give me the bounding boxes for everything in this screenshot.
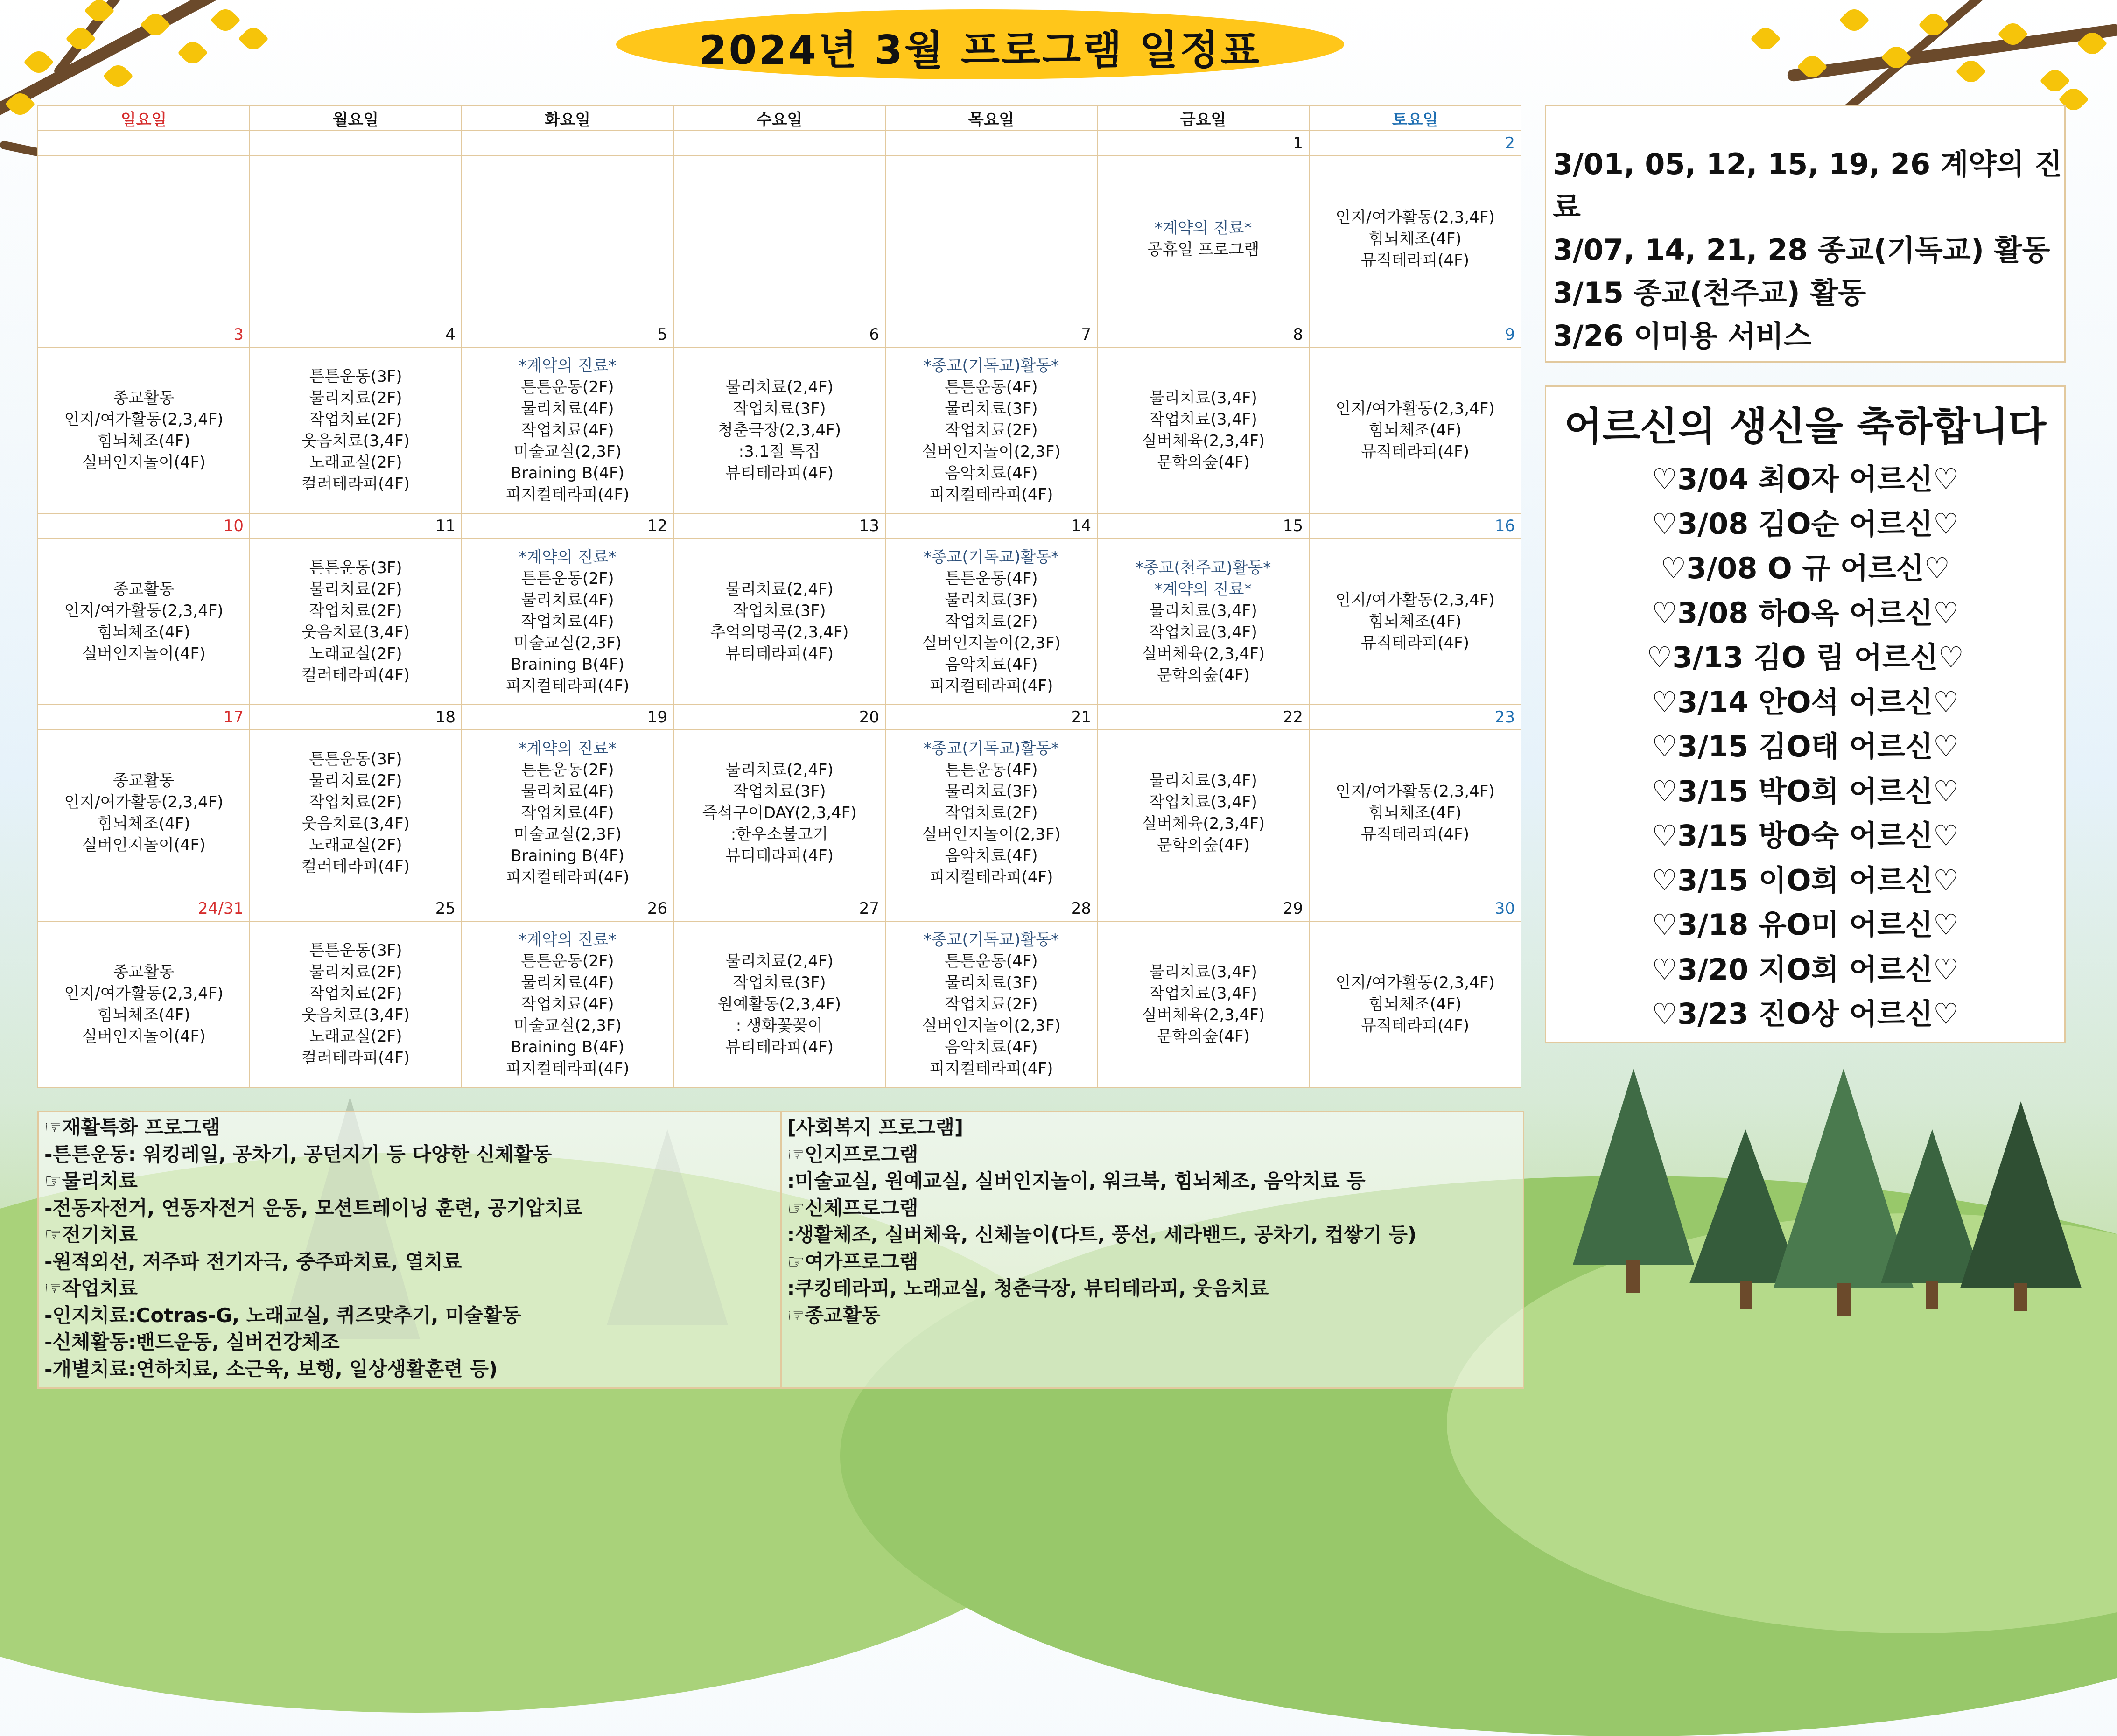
day-cell	[462, 730, 673, 896]
date-number: 22	[1097, 705, 1309, 730]
activity-item: 작업치료(3,4F)	[1149, 984, 1257, 1003]
day-cell	[673, 730, 885, 896]
activity-item: 힘뇌체조(4F)	[1368, 995, 1462, 1014]
activity-item: 미술교실(2,3F)	[513, 634, 622, 652]
activity-item: 실버체육(2,3,4F)	[1142, 814, 1265, 833]
activity-item: 실버인지놀이(2,3F)	[922, 1016, 1061, 1035]
program-line: -인지치료:Cotras-G, 노래교실, 퀴즈맞추기, 미술활동	[44, 1303, 521, 1327]
birthday-box	[1545, 385, 2066, 1043]
activity-item: 작업치료(3F)	[733, 602, 826, 620]
activity-item: 인지/여가활동(2,3,4F)	[1335, 208, 1495, 227]
day-cell	[38, 730, 250, 896]
activity-item: 종교활동	[113, 771, 175, 790]
social-program-column	[780, 1112, 1523, 1387]
activity-item: 인지/여가활동(2,3,4F)	[64, 793, 224, 812]
activity-item: 튼튼운동(2F)	[521, 952, 614, 971]
date-number: 21	[885, 705, 1097, 730]
activity-item: 작업치료(2F)	[945, 995, 1038, 1014]
activity-item: 실버체육(2,3,4F)	[1142, 644, 1265, 663]
program-line: :미술교실, 원예교실, 실버인지놀이, 워크북, 힘뇌체조, 음악치료 등	[787, 1169, 1366, 1192]
weekday-header-row	[38, 105, 1521, 131]
day-cell	[885, 539, 1097, 705]
birthday-item: ♡3/23 진O상 어르신♡	[1651, 997, 1959, 1031]
weekday-header: 금요일	[1097, 105, 1309, 131]
birthday-item: ♡3/08 O 규 어르신♡	[1660, 551, 1950, 585]
date-number: 2	[1309, 131, 1521, 156]
program-line: ☞작업치료	[44, 1277, 138, 1300]
day-cell	[250, 156, 462, 322]
activity-item: 음악치료(4F)	[945, 464, 1038, 483]
highlight-event: *계약의 진료*	[519, 548, 617, 567]
activity-item: 물리치료(3F)	[945, 591, 1038, 609]
activity-item: 힘뇌체조(4F)	[97, 814, 190, 833]
activity-item: 튼튼운동(3F)	[309, 559, 402, 577]
activity-item: 음악치료(4F)	[945, 847, 1038, 865]
day-cell	[1097, 156, 1309, 322]
activity-item: 물리치료(3,4F)	[1149, 389, 1257, 407]
day-cell	[250, 730, 462, 896]
date-number	[250, 131, 462, 156]
activity-item: 실버인지놀이(4F)	[82, 836, 206, 854]
activity-item: 작업치료(2F)	[309, 410, 402, 429]
day-cell	[673, 539, 885, 705]
day-cell	[1309, 539, 1521, 705]
date-number: 25	[250, 896, 462, 921]
program-line: ☞전기치료	[44, 1223, 138, 1246]
activity-item: 종교활동	[113, 389, 175, 407]
program-line: -원적외선, 저주파 전기자극, 중주파치료, 열치료	[44, 1250, 462, 1273]
date-number: 9	[1309, 322, 1521, 347]
activity-row	[38, 347, 1521, 513]
activity-item: 작업치료(4F)	[521, 421, 614, 440]
birthday-item: ♡3/15 방O숙 어르신♡	[1651, 819, 1959, 853]
birthday-item: ♡3/08 김O순 어르신♡	[1651, 506, 1959, 541]
date-number: 11	[250, 513, 462, 539]
activity-item: 실버인지놀이(4F)	[82, 453, 206, 472]
activity-item: 컬러테라피(4F)	[301, 857, 410, 876]
schedule-note: 3/26 이미용 서비스	[1553, 319, 1812, 353]
activity-item: 힘뇌체조(4F)	[97, 1006, 190, 1024]
program-line: :쿠킹테라피, 노래교실, 청춘극장, 뷰티테라피, 웃음치료	[787, 1277, 1269, 1300]
weekday-header: 수요일	[673, 105, 885, 131]
date-number: 30	[1309, 896, 1521, 921]
activity-item: 추억의명곡(2,3,4F)	[710, 623, 849, 642]
activity-item: 뮤직테라피(4F)	[1361, 442, 1469, 461]
activity-item: 튼튼운동(4F)	[945, 569, 1038, 588]
activity-item: 물리치료(2,4F)	[725, 952, 834, 971]
activity-item: 실버인지놀이(2,3F)	[922, 825, 1061, 844]
activity-item: 인지/여가활동(2,3,4F)	[1335, 399, 1495, 418]
activity-item: 피지컬테라피(4F)	[929, 677, 1053, 695]
activity-item: 인지/여가활동(2,3,4F)	[64, 602, 224, 620]
birthday-item: ♡3/20 지O희 어르신♡	[1651, 952, 1959, 987]
activity-item: 물리치료(2,4F)	[725, 580, 834, 599]
date-row	[38, 131, 1521, 156]
activity-item: 문학의숲(4F)	[1157, 836, 1250, 854]
activity-item: 뷰티테라피(4F)	[725, 464, 834, 483]
date-row	[38, 322, 1521, 347]
date-row	[38, 513, 1521, 539]
activity-item: 힘뇌체조(4F)	[97, 432, 190, 450]
day-cell	[1309, 921, 1521, 1087]
activity-item: 인지/여가활동(2,3,4F)	[1335, 973, 1495, 992]
activity-item: 피지컬테라피(4F)	[505, 677, 630, 695]
activity-item: 힘뇌체조(4F)	[1368, 804, 1462, 822]
program-description-box	[37, 1111, 1524, 1389]
activity-item: 작업치료(3F)	[733, 782, 826, 801]
activity-item: 뮤직테라피(4F)	[1361, 1016, 1469, 1035]
day-cell	[462, 347, 673, 513]
highlight-event: *계약의 진료*	[1154, 580, 1252, 599]
activity-item: 컬러테라피(4F)	[301, 475, 410, 493]
activity-item: 실버체육(2,3,4F)	[1142, 432, 1265, 450]
day-cell	[462, 156, 673, 322]
activity-item: Braining B(4F)	[511, 1038, 624, 1057]
activity-item: 미술교실(2,3F)	[513, 825, 622, 844]
activity-item: 튼튼운동(4F)	[945, 761, 1038, 779]
date-number: 15	[1097, 513, 1309, 539]
activity-item: 컬러테라피(4F)	[301, 1049, 410, 1067]
highlight-event: *계약의 진료*	[519, 931, 617, 949]
day-cell	[673, 156, 885, 322]
activity-item: 실버체육(2,3,4F)	[1142, 1006, 1265, 1024]
activity-item: 음악치료(4F)	[945, 655, 1038, 674]
weekday-header: 토요일	[1309, 105, 1521, 131]
date-number: 28	[885, 896, 1097, 921]
day-cell	[1309, 156, 1521, 322]
activity-item: 작업치료(2F)	[309, 602, 402, 620]
activity-item: : 생화꽃꽂이	[736, 1016, 823, 1035]
activity-item: 실버인지놀이(2,3F)	[922, 634, 1061, 652]
activity-item: 노래교실(2F)	[309, 453, 402, 472]
activity-item: 노래교실(2F)	[309, 644, 402, 663]
activity-item: 웃음치료(3,4F)	[301, 1006, 410, 1024]
date-number: 13	[673, 513, 885, 539]
date-number	[462, 131, 673, 156]
schedule-note: 3/07, 14, 21, 28 종교(기독교) 활동	[1553, 233, 2050, 267]
activity-item: 미술교실(2,3F)	[513, 442, 622, 461]
program-line: ☞종교활동	[787, 1303, 881, 1327]
date-number: 4	[250, 322, 462, 347]
day-cell	[885, 156, 1097, 322]
birthday-item: ♡3/04 최O자 어르신♡	[1651, 462, 1959, 496]
activity-item: 노래교실(2F)	[309, 1027, 402, 1046]
activity-item: 물리치료(3F)	[945, 973, 1038, 992]
date-row	[38, 705, 1521, 730]
activity-item: 인지/여가활동(2,3,4F)	[64, 410, 224, 429]
date-number: 5	[462, 322, 673, 347]
day-cell	[38, 921, 250, 1087]
day-cell	[885, 921, 1097, 1087]
day-cell	[38, 156, 250, 322]
activity-item: 힘뇌체조(4F)	[97, 623, 190, 642]
activity-item: :3.1절 특집	[738, 442, 820, 461]
activity-item: 작업치료(4F)	[521, 612, 614, 631]
day-cell	[1097, 730, 1309, 896]
date-number: 12	[462, 513, 673, 539]
birthday-item: ♡3/15 이O희 어르신♡	[1651, 863, 1959, 897]
activity-item: 작업치료(3F)	[733, 399, 826, 418]
activity-item: 뷰티테라피(4F)	[725, 644, 834, 663]
activity-item: 인지/여가활동(2,3,4F)	[1335, 591, 1495, 609]
activity-item: 물리치료(3,4F)	[1149, 771, 1257, 790]
day-cell	[38, 347, 250, 513]
activity-item: 뮤직테라피(4F)	[1361, 634, 1469, 652]
page-title: 2024년 3월 프로그램 일정표	[699, 27, 1262, 74]
highlight-event: *계약의 진료*	[519, 357, 617, 375]
rehab-program-column	[39, 1112, 780, 1387]
weekday-header: 일요일	[38, 105, 250, 131]
day-cell	[1097, 921, 1309, 1087]
program-line: -신체활동:밴드운동, 실버건강체조	[44, 1330, 340, 1353]
date-number: 17	[38, 705, 250, 730]
program-line: :생활체조, 실버체육, 신체놀이(다트, 풍선, 세라밴드, 공차기, 컵쌓기 등)	[787, 1223, 1417, 1246]
activity-item: 튼튼운동(3F)	[309, 941, 402, 960]
highlight-event: *종교(기독교)활동*	[923, 931, 1059, 949]
activity-item: 물리치료(4F)	[521, 399, 614, 418]
program-line: ☞재활특화 프로그램	[44, 1116, 220, 1139]
activity-item: 피지컬테라피(4F)	[505, 1059, 630, 1078]
activity-item: 문학의숲(4F)	[1157, 453, 1250, 472]
activity-item: 작업치료(2F)	[945, 612, 1038, 631]
program-line: ☞여가프로그램	[787, 1250, 918, 1273]
birthday-item: ♡3/15 박O희 어르신♡	[1651, 774, 1959, 808]
date-number: 10	[38, 513, 250, 539]
schedule-note: 3/01, 05, 12, 15, 19, 26 계약의 진료	[1553, 147, 2062, 224]
date-number: 6	[673, 322, 885, 347]
activity-item: 튼튼운동(2F)	[521, 569, 614, 588]
date-number: 29	[1097, 896, 1309, 921]
highlight-event: *종교(기독교)활동*	[923, 739, 1059, 758]
activity-item: 실버인지놀이(4F)	[82, 644, 206, 663]
activity-item: :한우소불고기	[730, 825, 828, 844]
activity-item: 작업치료(4F)	[521, 995, 614, 1014]
day-cell	[885, 730, 1097, 896]
date-number: 7	[885, 322, 1097, 347]
activity-item: 물리치료(3F)	[945, 399, 1038, 418]
highlight-event: *종교(천주교)활동*	[1135, 559, 1271, 577]
activity-item: 즉석구이DAY(2,3,4F)	[702, 804, 857, 822]
schedule-notes-box	[1545, 105, 2066, 363]
activity-item: 뷰티테라피(4F)	[725, 847, 834, 865]
activity-item: 뮤직테라피(4F)	[1361, 251, 1469, 270]
activity-item: 튼튼운동(3F)	[309, 750, 402, 769]
activity-item: 음악치료(4F)	[945, 1038, 1038, 1057]
activity-item: 물리치료(2,4F)	[725, 761, 834, 779]
activity-item: 물리치료(4F)	[521, 782, 614, 801]
date-number: 19	[462, 705, 673, 730]
activity-item: 종교활동	[113, 963, 175, 981]
day-cell	[462, 921, 673, 1087]
activity-item: 물리치료(2F)	[309, 389, 402, 407]
date-number: 14	[885, 513, 1097, 539]
weekday-header: 화요일	[462, 105, 673, 131]
birthday-item: ♡3/18 유O미 어르신♡	[1651, 908, 1959, 942]
day-cell	[885, 347, 1097, 513]
activity-item: 튼튼운동(3F)	[309, 367, 402, 386]
activity-item: 작업치료(3F)	[733, 973, 826, 992]
activity-item: 노래교실(2F)	[309, 836, 402, 854]
date-number: 27	[673, 896, 885, 921]
activity-item: 웃음치료(3,4F)	[301, 814, 410, 833]
day-cell	[673, 347, 885, 513]
highlight-event: *계약의 진료*	[519, 739, 617, 758]
activity-item: 피지컬테라피(4F)	[929, 868, 1053, 887]
activity-item: 피지컬테라피(4F)	[929, 1059, 1053, 1078]
program-line: ☞인지프로그램	[787, 1142, 918, 1166]
activity-item: 웃음치료(3,4F)	[301, 432, 410, 450]
activity-item: 종교활동	[113, 580, 175, 599]
activity-item: 물리치료(4F)	[521, 591, 614, 609]
weekday-header: 목요일	[885, 105, 1097, 131]
day-cell	[250, 347, 462, 513]
day-cell	[462, 539, 673, 705]
highlight-event: *종교(기독교)활동*	[923, 357, 1059, 375]
activity-item: 피지컬테라피(4F)	[929, 485, 1053, 504]
activity-item: 물리치료(4F)	[521, 973, 614, 992]
activity-item: 작업치료(4F)	[521, 804, 614, 822]
activity-item: 공휴일 프로그램	[1147, 240, 1260, 259]
activity-row	[38, 156, 1521, 322]
date-number: 1	[1097, 131, 1309, 156]
date-number: 16	[1309, 513, 1521, 539]
program-line: [사회복지 프로그램]	[787, 1116, 964, 1139]
activity-item: 물리치료(3,4F)	[1149, 963, 1257, 981]
activity-row	[38, 730, 1521, 896]
activity-item: 작업치료(2F)	[309, 984, 402, 1003]
activity-item: 튼튼운동(4F)	[945, 378, 1038, 397]
activity-item: 작업치료(3,4F)	[1149, 410, 1257, 429]
highlight-event: *종교(기독교)활동*	[923, 548, 1059, 567]
activity-item: 피지컬테라피(4F)	[505, 868, 630, 887]
date-number: 8	[1097, 322, 1309, 347]
activity-item: 뷰티테라피(4F)	[725, 1038, 834, 1057]
activity-item: 작업치료(2F)	[945, 804, 1038, 822]
activity-item: 인지/여가활동(2,3,4F)	[1335, 782, 1495, 801]
birthday-item: ♡3/15 김O태 어르신♡	[1651, 729, 1959, 763]
day-cell	[1097, 539, 1309, 705]
date-number: 26	[462, 896, 673, 921]
day-cell	[38, 539, 250, 705]
activity-item: 물리치료(2F)	[309, 580, 402, 599]
activity-item: 튼튼운동(4F)	[945, 952, 1038, 971]
day-cell	[1309, 347, 1521, 513]
birthday-title: 어르신의 생신을 축하합니다	[1564, 404, 2047, 449]
weekday-header: 월요일	[250, 105, 462, 131]
activity-row	[38, 921, 1521, 1087]
date-number: 20	[673, 705, 885, 730]
activity-item: 힘뇌체조(4F)	[1368, 230, 1462, 248]
activity-item: 작업치료(2F)	[945, 421, 1038, 440]
activity-item: 문학의숲(4F)	[1157, 1027, 1250, 1046]
day-cell	[250, 539, 462, 705]
day-cell	[1097, 347, 1309, 513]
activity-item: 청춘극장(2,3,4F)	[718, 421, 841, 440]
date-row	[38, 896, 1521, 921]
program-line: -튼튼운동: 워킹레일, 공차기, 공던지기 등 다양한 신체활동	[44, 1142, 552, 1166]
birthday-item: ♡3/08 하O옥 어르신♡	[1651, 595, 1959, 630]
date-number	[38, 131, 250, 156]
day-cell	[673, 921, 885, 1087]
birthday-item: ♡3/14 안O석 어르신♡	[1651, 685, 1959, 719]
activity-item: 물리치료(2F)	[309, 771, 402, 790]
date-number	[885, 131, 1097, 156]
schedule-note: 3/15 종교(천주교) 활동	[1553, 276, 1866, 310]
program-line: -개별치료:연하치료, 소근육, 보행, 일상생활훈련 등)	[44, 1357, 498, 1380]
activity-item: 문학의숲(4F)	[1157, 666, 1250, 685]
activity-item: 작업치료(3,4F)	[1149, 793, 1257, 812]
date-number: 3	[38, 322, 250, 347]
highlight-event: *계약의 진료*	[1154, 219, 1252, 238]
day-cell	[250, 921, 462, 1087]
activity-item: 튼튼운동(2F)	[521, 761, 614, 779]
date-number: 18	[250, 705, 462, 730]
activity-item: 실버인지놀이(2,3F)	[922, 442, 1061, 461]
date-number	[673, 131, 885, 156]
activity-item: 인지/여가활동(2,3,4F)	[64, 984, 224, 1003]
activity-item: 피지컬테라피(4F)	[505, 485, 630, 504]
activity-item: 물리치료(3F)	[945, 782, 1038, 801]
activity-item: 실버인지놀이(4F)	[82, 1027, 206, 1046]
activity-item: 물리치료(3,4F)	[1149, 602, 1257, 620]
activity-item: Braining B(4F)	[511, 847, 624, 865]
activity-item: 웃음치료(3,4F)	[301, 623, 410, 642]
activity-item: 물리치료(2,4F)	[725, 378, 834, 397]
birthday-item: ♡3/13 김O 림 어르신♡	[1646, 640, 1964, 674]
activity-item: 힘뇌체조(4F)	[1368, 612, 1462, 631]
date-number: 23	[1309, 705, 1521, 730]
activity-item: 물리치료(2F)	[309, 963, 402, 981]
activity-row	[38, 539, 1521, 705]
activity-item: 원예활동(2,3,4F)	[718, 995, 841, 1014]
activity-item: 작업치료(3,4F)	[1149, 623, 1257, 642]
activity-item: 컬러테라피(4F)	[301, 666, 410, 685]
calendar-table	[37, 105, 1521, 1088]
program-line: -전동자전거, 연동자전거 운동, 모션트레이닝 훈련, 공기압치료	[44, 1196, 582, 1219]
program-line: ☞신체프로그램	[787, 1196, 918, 1219]
activity-item: 작업치료(2F)	[309, 793, 402, 812]
activity-item: 뮤직테라피(4F)	[1361, 825, 1469, 844]
activity-item: 힘뇌체조(4F)	[1368, 421, 1462, 440]
program-line: ☞물리치료	[44, 1169, 138, 1192]
date-number: 24/31	[38, 896, 250, 921]
activity-item: 튼튼운동(2F)	[521, 378, 614, 397]
day-cell	[1309, 730, 1521, 896]
activity-item: 미술교실(2,3F)	[513, 1016, 622, 1035]
activity-item: Braining B(4F)	[511, 464, 624, 483]
activity-item: Braining B(4F)	[511, 655, 624, 674]
